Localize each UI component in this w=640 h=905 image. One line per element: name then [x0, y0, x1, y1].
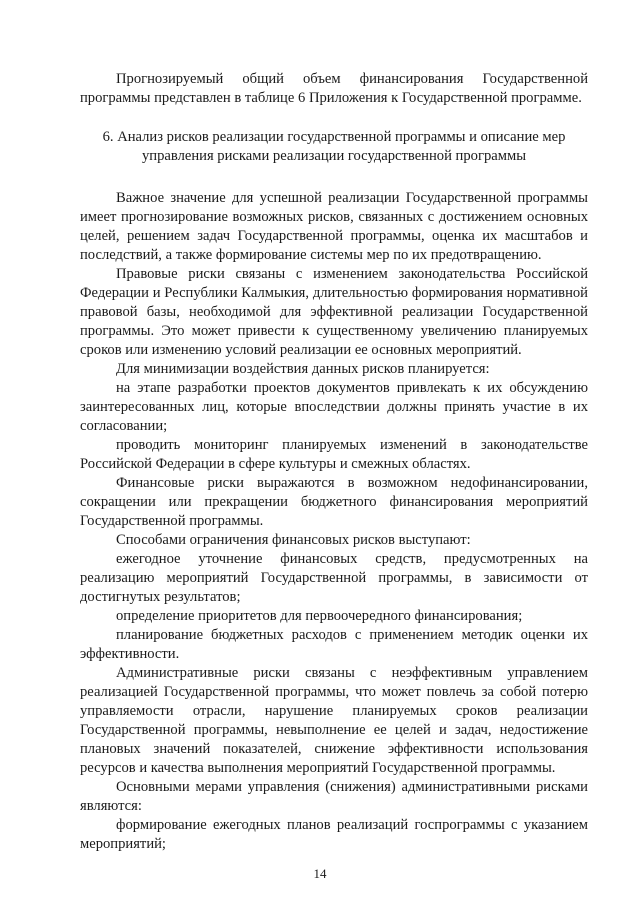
- paragraph-monitoring: проводить мониторинг планируемых изменений в законодательстве Российской Федерации в сфере культуры и смежных областях.: [80, 437, 588, 472]
- paragraph-annual-plans: формирование ежегодных планов реализаций госпрограммы с указанием мероприятий;: [80, 817, 588, 852]
- paragraph-minimization-intro: Для минимизации воздействия данных рисков планируется:: [116, 361, 490, 377]
- page-number: 14: [313, 866, 327, 881]
- paragraph-annual-refinement: ежегодное уточнение финансовых средств, предусмотренных на реализацию мероприятий Государственной программы, в зависимости от достигнутых результатов;: [80, 551, 588, 605]
- paragraph-priorities: определение приоритетов для первоочередного финансирования;: [116, 608, 523, 624]
- paragraph-budget-planning: планирование бюджетных расходов с применением методик оценки их эффективности.: [80, 627, 588, 662]
- paragraph-admin-measures-intro: Основными мерами управления (снижения) административными рисками являются:: [80, 779, 588, 814]
- paragraph-involve-stakeholders: на этапе разработки проектов документов привлекать к их обсуждению заинтересованных лиц, которые впоследствии должны принять участие в их согласовании;: [80, 380, 588, 434]
- paragraph-financial-limits-intro: Способами ограничения финансовых рисков выступают:: [116, 532, 471, 548]
- paragraph-importance: Важное значение для успешной реализации Государственной программы имеет прогнозирование возможных рисков, связанных с достижением основных целей, решением задач Государственной программы, оценка их масштабов и последствий, а также формирование системы мер по их предотвращению.: [80, 190, 588, 263]
- intro-paragraph: Прогнозируемый общий объем финансирования Государственной программы представлен в таблице 6 Приложения к Государственной программе.: [80, 71, 588, 106]
- paragraph-financial-risks: Финансовые риски выражаются в возможном недофинансировании, сокращении или прекращении бюджетного финансирования мероприятий Государственной программы.: [80, 475, 588, 529]
- paragraph-legal-risks: Правовые риски связаны с изменением законодательства Российской Федерации и Республики Калмыкия, длительностью формирования нормативной правовой базы, необходимой для эффективной реализации Государственной программы. Это может привести к существенному увеличению планируемых сроков или изменению условий реализации ее основных мероприятий.: [80, 266, 588, 358]
- paragraph-administrative-risks: Административные риски связаны с неэффективным управлением реализацией Государственной программы, что может повлечь за собой потерю управляемости отрасли, нарушение планируемых сроков реализации Государственной программы, невыполнение ее целей и задач, недостижение плановых значений показателей, снижение эффективности использования ресурсов и качества выполнения мероприятий Государственной программы.: [80, 665, 588, 776]
- section-heading: 6. Анализ рисков реализации государственной программы и описание мер управления рисками реализации государственной программы: [102, 129, 566, 164]
